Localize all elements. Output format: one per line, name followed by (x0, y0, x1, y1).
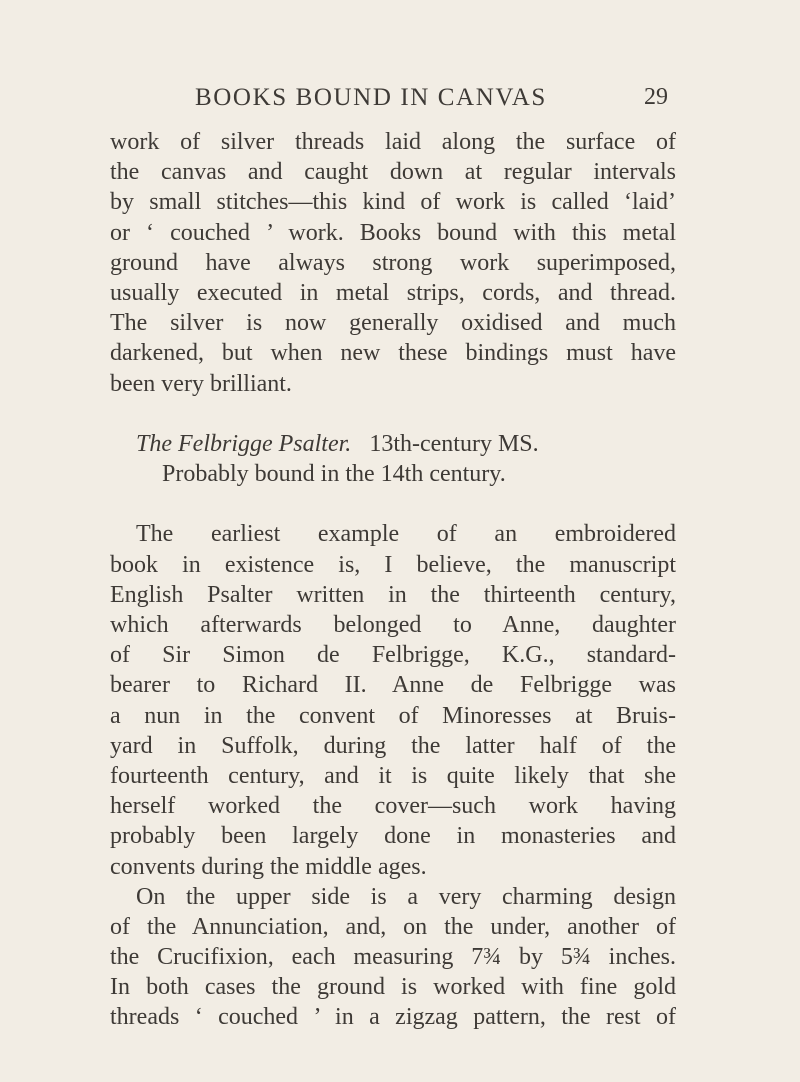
plate-caption (110, 429, 676, 489)
text-line: bearer to Richard II. Anne de Felbrigge was (110, 672, 676, 699)
spacer (110, 399, 676, 429)
caption-date: 13th-century MS. (369, 430, 539, 457)
text-line: darkened, but when new these bindings must have (110, 340, 676, 367)
text-line: The earliest example of an embroidered (136, 521, 676, 548)
caption-note: Probably bound in the 14th century. (162, 461, 506, 488)
text-line: been very brilliant. (110, 370, 292, 397)
caption-line (110, 429, 676, 459)
text-line: threads ‘ couched ’ in a zigzag pattern, the rest of (110, 1004, 676, 1031)
text-line: or ‘ couched ’ work. Books bound with this metal (110, 219, 676, 246)
text-line: probably been largely done in monasteries and (110, 823, 676, 850)
text-line: the Crucifixion, each measuring 7¾ by 5¾ inches. (110, 944, 676, 971)
text-line: ground have always strong work superimposed, (110, 249, 676, 276)
paragraph-annunciation (110, 882, 676, 1033)
text-line: usually executed in metal strips, cords, and thread. (110, 279, 676, 306)
text-line: of Sir Simon de Felbrigge, K.G., standard- (110, 642, 676, 669)
text-line: work of silver threads laid along the surface of (110, 129, 676, 155)
text-line: On the upper side is a very charming design (136, 883, 676, 910)
running-head (110, 84, 676, 114)
text-line: book in existence is, I believe, the manuscript (110, 551, 676, 578)
text-line: In both cases the ground is worked with fine gold (110, 974, 676, 1001)
text-line: fourteenth century, and it is quite likely that she (110, 762, 676, 789)
text-line: which afterwards belonged to Anne, daughter (110, 612, 676, 638)
text-line: yard in Suffolk, during the latter half of the (110, 732, 676, 759)
paragraph-laid-work (110, 127, 676, 399)
text-line: a nun in the convent of Minoresses at Bruis- (110, 702, 676, 729)
text-line: of the Annunciation, and, on the under, another of (110, 913, 676, 940)
spacer (110, 489, 676, 519)
book-page (110, 0, 676, 1082)
text-line: The silver is now generally oxidised and much (110, 310, 676, 337)
text-line: English Psalter written in the thirteenth century, (110, 581, 676, 608)
text-line: the canvas and caught down at regular intervals (110, 159, 676, 186)
text-line: convents during the middle ages. (110, 853, 427, 880)
paragraph-earliest-example (110, 519, 676, 881)
running-title: BOOKS BOUND IN CANVAS (195, 84, 547, 111)
text-line: herself worked the cover—such work having (110, 793, 676, 820)
page-number: 29 (644, 84, 668, 110)
body-text (110, 127, 676, 1033)
caption-title: The Felbrigge Psalter. (136, 430, 352, 457)
text-line: by small stitches—this kind of work is called ‘laid’ (110, 189, 676, 216)
